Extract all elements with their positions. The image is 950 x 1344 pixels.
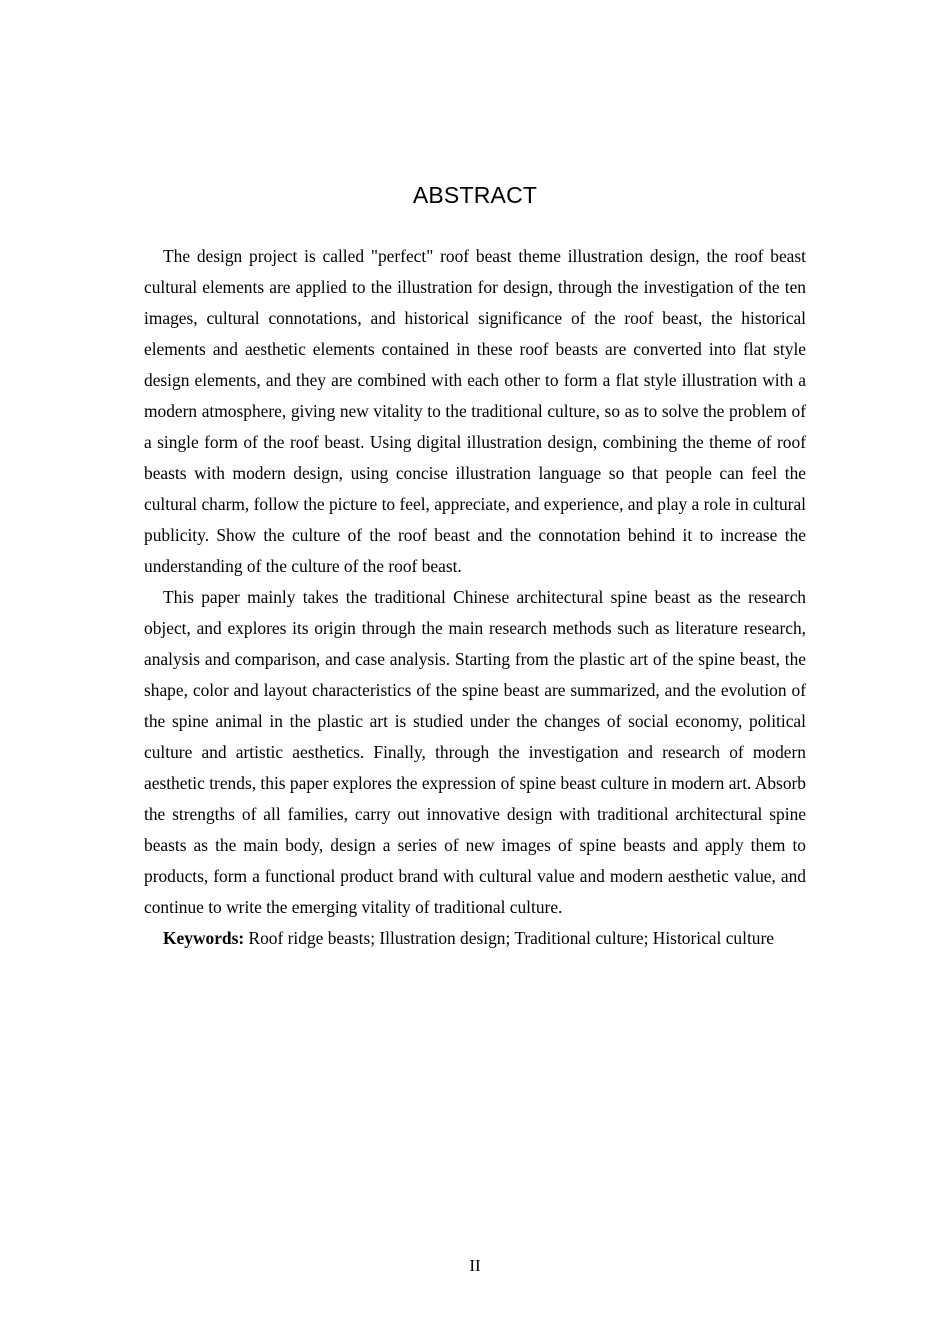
abstract-title: ABSTRACT — [412, 182, 538, 208]
keywords-label: Keywords: — [163, 928, 245, 948]
page-number: II — [469, 1256, 481, 1275]
abstract-body — [144, 241, 806, 954]
keywords-text: Roof ridge beasts; Illustration design; Traditional culture; Historical culture — [244, 928, 774, 948]
abstract-paragraph-1: The design project is called "perfect" roof beast theme illustration design, the roof beast cultural elements are applied to the illustration for design, through the investigation of the ten images, cultural connotations, and historical significance of the roof beast, the historical elements and aesthetic elements contained in these roof beasts are converted into flat style design elements, and they are combined with each other to form a flat style illustration with a modern atmosphere, giving new vitality to the traditional culture, so as to solve the problem of a single form of the roof beast. Using digital illustration design, combining the theme of roof beasts with modern design, using concise illustration language so that people can feel the cultural charm, follow the picture to feel, appreciate, and experience, and play a role in cultural publicity. Show the culture of the roof beast and the connotation behind it to increase the understanding of the culture of the roof beast. — [144, 246, 806, 576]
keywords-line — [144, 923, 806, 954]
abstract-paragraph-2: This paper mainly takes the traditional Chinese architectural spine beast as the research object, and explores its origin through the main research methods such as literature research, analysis and comparison, and case analysis. Starting from the plastic art of the spine beast, the shape, color and layout characteristics of the spine beast are summarized, and the evolution of the spine animal in the plastic art is studied under the changes of social economy, political culture and artistic aesthetics. Finally, through the investigation and research of modern aesthetic trends, this paper explores the expression of spine beast culture in modern art. Absorb the strengths of all families, carry out innovative design with traditional architectural spine beasts as the main body, design a series of new images of spine beasts and apply them to products, form a functional product brand with cultural value and modern aesthetic value, and continue to write the emerging vitality of traditional culture. — [144, 587, 806, 917]
